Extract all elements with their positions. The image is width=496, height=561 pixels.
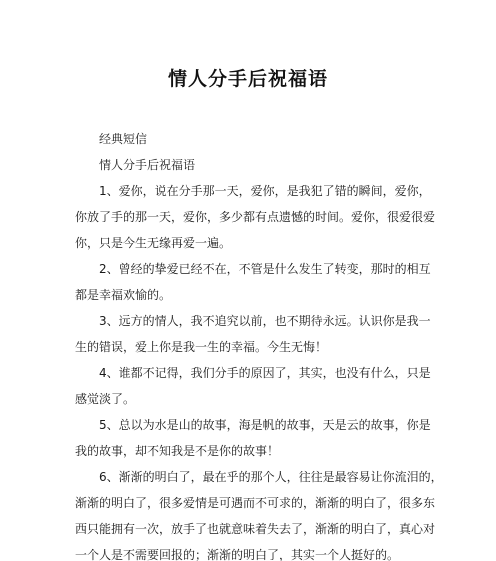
section-heading: 经典短信 [99, 132, 148, 146]
paragraph-line: 西只能拥有一次，放手了也就意味着失去了，渐渐的明白了，真心对 [75, 522, 436, 536]
document-body [75, 126, 443, 561]
subtitle: 情人分手后祝福语 [99, 158, 196, 172]
paragraph-line: 5、总以为水是山的故事，海是帆的故事，天是云的故事，你是 [99, 418, 431, 432]
paragraph-line: 生的错误，爱上你是我一生的幸福。今生无悔！ [75, 340, 328, 354]
paragraph-line: 感觉淡了。 [75, 392, 136, 406]
paragraph-line: 你，只是今生无缘再爱一遍。 [75, 236, 232, 250]
paragraph-line: 3、远方的情人，我不追究以前，也不期待永远。认识你是我一 [99, 314, 431, 328]
paragraph-line: 6、渐渐的明白了，最在乎的那个人，往往是最容易让你流泪的， [99, 470, 443, 484]
paragraph-line: 1、爱你，说在分手那一天，爱你，是我犯了错的瞬间，爱你， [99, 184, 431, 198]
paragraph-line: 渐渐的明白了，很多爱情是可遇而不可求的，渐渐的明白了，很多东 [75, 496, 436, 510]
paragraph-line: 都是幸福欢愉的。 [75, 288, 172, 302]
paragraph-line: 2、曾经的挚爱已经不在，不管是什么发生了转变，那时的相互 [99, 262, 431, 276]
paragraph-line: 4、谁都不记得，我们分手的原因了，其实，也没有什么，只是 [99, 366, 431, 380]
paragraph-line: 一个人是不需要回报的；渐渐的明白了，其实一个人挺好的。 [75, 548, 400, 561]
paragraph-line: 我的故事，却不知我是不是你的故事！ [75, 444, 280, 458]
document-title: 情人分手后祝福语 [167, 68, 328, 90]
paragraph-line: 你放了手的那一天，爱你，多少都有点遗憾的时间。爱你，很爱很爱 [75, 210, 436, 224]
